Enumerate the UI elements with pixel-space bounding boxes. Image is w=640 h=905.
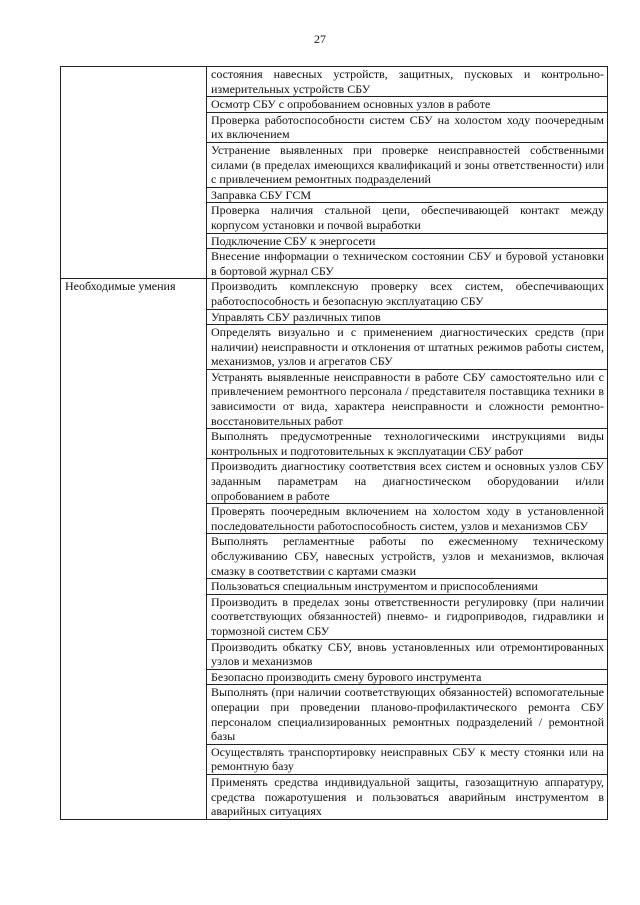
table-cell: Устранение выявленных при проверке неисправностей собственными силами (в пределах имеющихся квалификаций и зоны ответственности) или с привлечением ремонтных подразделений <box>207 142 608 187</box>
table-cell: Безопасно производить смену бурового инструмента <box>207 669 608 685</box>
table-cell: Управлять СБУ различных типов <box>207 309 608 325</box>
table-cell: Применять средства индивидуальной защиты, газозащитную аппаратуру, средства пожаротушения и пользоваться аварийным инструментом в аварийных ситуациях <box>207 774 608 819</box>
table-cell: Заправка СБУ ГСМ <box>207 187 608 203</box>
table-cell: Производить обкатку СБУ, вновь установленных или отремонтированных узлов и механизмов <box>207 639 608 669</box>
table-cell: Производить в пределах зоны ответственности регулировку (при наличии соответствующих обязанностей) пневмо- и гидроприводов, гидравлики и тормозной систем СБУ <box>207 594 608 639</box>
table-cell: состояния навесных устройств, защитных, пусковых и контрольно-измерительных устройств СБУ <box>207 67 608 97</box>
table-cell: Производить диагностику соответствия всех систем и основных узлов СБУ заданным параметрам на диагностическом оборудовании и/или опробованием в работе <box>207 459 608 504</box>
table-cell: Производить комплексную проверку всех систем, обеспечивающих работоспособность и безопасную эксплуатацию СБУ <box>207 279 608 309</box>
table-cell: Осмотр СБУ с опробованием основных узлов в работе <box>207 97 608 113</box>
table-cell: Устранять выявленные неисправности в работе СБУ самостоятельно или с привлечением ремонтного персонала / представителя поставщика техники в зависимости от вида, характера неисправности и сложности ремонтно-восстановительных работ <box>207 369 608 428</box>
section-label <box>61 67 207 279</box>
section-label: Необходимые умения <box>61 279 207 819</box>
table-cell: Определять визуально и с применением диагностических средств (при наличии) неисправности и отклонения от штатных режимов работы систем, механизмов, узлов и агрегатов СБУ <box>207 325 608 370</box>
table-row <box>61 67 608 97</box>
table-cell: Выполнять (при наличии соответствующих обязанностей) вспомогательные операции при проведении планово-профилактического ремонта СБУ персоналом специализированных ремонтных подразделений / ремонтной базы <box>207 685 608 744</box>
table-row <box>61 279 608 309</box>
table-cell: Выполнять предусмотренные технологическими инструкциями виды контрольных и подготовительных к эксплуатации СБУ работ <box>207 429 608 459</box>
table-cell: Пользоваться специальным инструментом и приспособлениями <box>207 579 608 595</box>
table-cell: Подключение СБУ к энергосети <box>207 233 608 249</box>
table-cell: Проверять поочередным включением на холостом ходу в установленной последовательности работоспособность систем, узлов и механизмов СБУ <box>207 504 608 534</box>
table-cell: Выполнять регламентные работы по ежесменному техническому обслуживанию СБУ, навесных устройств, узлов и механизмов, включая смазку в соответствии с картами смазки <box>207 534 608 579</box>
page-number: 27 <box>314 32 326 46</box>
competency-table <box>60 66 608 820</box>
table-cell: Внесение информации о техническом состоянии СБУ и буровой установки в бортовой журнал СБУ <box>207 249 608 279</box>
table-cell: Осуществлять транспортировку неисправных СБУ к месту стоянки или на ремонтную базу <box>207 744 608 774</box>
table-cell: Проверка работоспособности систем СБУ на холостом ходу поочередным их включением <box>207 112 608 142</box>
table-body <box>61 67 608 820</box>
table-cell: Проверка наличия стальной цепи, обеспечивающей контакт между корпусом установки и почвой выработки <box>207 203 608 233</box>
